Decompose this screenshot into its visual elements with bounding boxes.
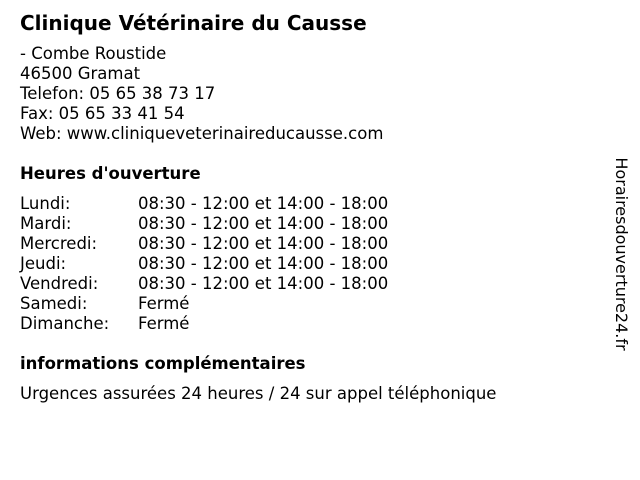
opening-hours-table	[20, 194, 388, 334]
address-street: - Combe Roustide	[20, 44, 167, 63]
page-title: Clinique Vétérinaire du Causse	[20, 11, 367, 35]
day-hours: Fermé	[138, 314, 190, 333]
hours-row-saturday	[20, 294, 388, 314]
contact-block	[20, 44, 383, 144]
phone-number: Telefon: 05 65 38 73 17	[20, 84, 216, 103]
hours-row-monday	[20, 194, 388, 214]
day-hours: 08:30 - 12:00 et 14:00 - 18:00	[138, 234, 389, 253]
hours-row-friday	[20, 274, 388, 294]
day-hours: 08:30 - 12:00 et 14:00 - 18:00	[138, 214, 389, 233]
site-watermark: Horairesdouverture24.fr	[612, 157, 631, 351]
hours-row-tuesday	[20, 214, 388, 234]
day-hours: Fermé	[138, 294, 190, 313]
day-label: Lundi:	[20, 194, 71, 213]
hours-row-wednesday	[20, 234, 388, 254]
fax-number: Fax: 05 65 33 41 54	[20, 104, 185, 123]
hours-row-thursday	[20, 254, 388, 274]
day-label: Samedi:	[20, 294, 88, 313]
opening-hours-heading: Heures d'ouverture	[20, 164, 201, 183]
day-label: Vendredi:	[20, 274, 99, 293]
website: Web: www.cliniqueveterinaireducausse.com	[20, 124, 384, 143]
day-hours: 08:30 - 12:00 et 14:00 - 18:00	[138, 194, 389, 213]
day-label: Dimanche:	[20, 314, 110, 333]
address-city: 46500 Gramat	[20, 64, 141, 83]
additional-info-heading: informations complémentaires	[20, 354, 306, 373]
day-hours: 08:30 - 12:00 et 14:00 - 18:00	[138, 254, 389, 273]
day-label: Mercredi:	[20, 234, 98, 253]
day-hours: 08:30 - 12:00 et 14:00 - 18:00	[138, 274, 389, 293]
day-label: Mardi:	[20, 214, 72, 233]
day-label: Jeudi:	[20, 254, 67, 273]
hours-row-sunday	[20, 314, 388, 334]
additional-info-text: Urgences assurées 24 heures / 24 sur appel téléphonique	[20, 384, 497, 403]
